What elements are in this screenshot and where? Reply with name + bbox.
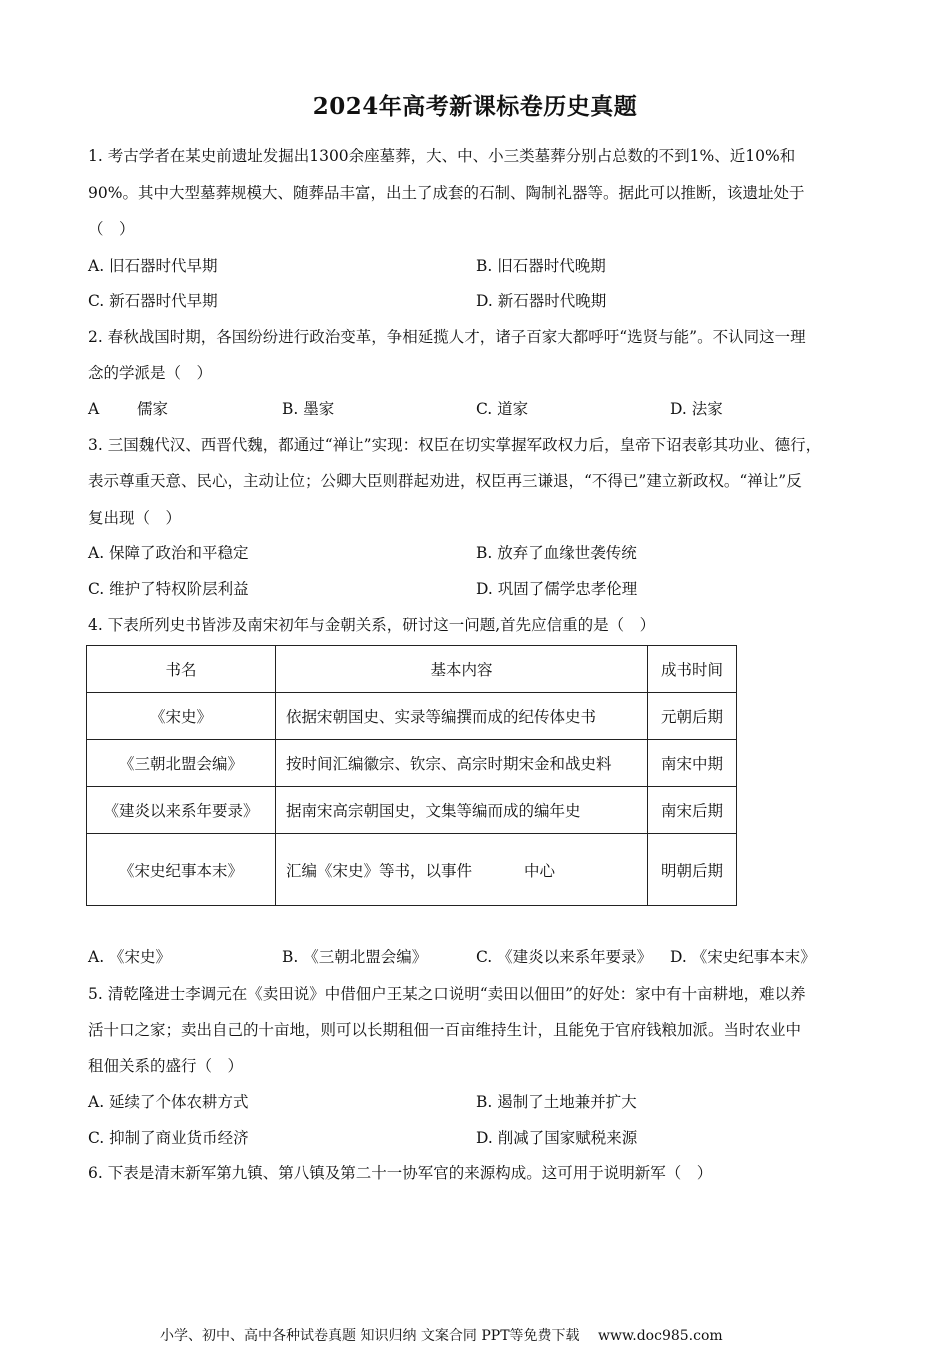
question-4-option-d: D. 《宋史纪事本末》	[670, 948, 816, 966]
page-footer: 小学、初中、高中各种试卷真题 知识归纳 文案合同 PPT等免费下载 www.doc985.com	[160, 1328, 723, 1344]
table-cell-book: 《建炎以来系年要录》	[87, 787, 276, 834]
question-5-text-line-2: 活十口之家；卖出自己的十亩地，则可以长期租佃一百亩维持生计，且能免于官府钱粮加派。当时农业中	[88, 1021, 802, 1039]
question-3-option-c: C. 维护了特权阶层利益	[88, 580, 249, 598]
table-cell-time: 元朝后期	[648, 693, 737, 740]
question-4-option-c: C. 《建炎以来系年要录》	[476, 948, 653, 966]
table-cell-content: 据南宋高宗朝国史，文集等编而成的编年史	[276, 787, 648, 834]
table-cell-time: 南宋后期	[648, 787, 737, 834]
history-books-table	[86, 645, 737, 906]
question-3-option-a: A. 保障了政治和平稳定	[88, 544, 249, 562]
question-3-option-b: B. 放弃了血缘世袭传统	[476, 544, 637, 562]
table-row	[87, 787, 737, 834]
question-2-text-line-2: 念的学派是（ ）	[88, 364, 213, 382]
table-cell-time: 明朝后期	[648, 834, 737, 906]
question-3-text-line-3: 复出现（ ）	[88, 509, 182, 527]
question-6-text-line-1: 6. 下表是清末新军第九镇、第八镇及第二十一协军官的来源构成。这可用于说明新军（ ）	[88, 1164, 713, 1182]
question-2-option-d: D. 法家	[670, 400, 723, 418]
question-1-option-a: A. 旧石器时代早期	[88, 257, 218, 275]
question-2-option-c: C. 道家	[476, 400, 529, 418]
table-header-cell: 基本内容	[276, 646, 648, 693]
question-3-text-line-1: 3. 三国魏代汉、西晋代魏，都通过“禅让”实现：权臣在切实掌握军政权力后，皇帝下诏表彰其功业、德行，	[88, 436, 822, 454]
table-header-cell: 成书时间	[648, 646, 737, 693]
table-cell-content: 依据宋朝国史、实录等编撰而成的纪传体史书	[276, 693, 648, 740]
question-3-text-line-2: 表示尊重天意、民心，主动让位；公卿大臣则群起劝进，权臣再三谦退，“不得已”建立新政权。“禅让”反	[88, 472, 802, 490]
table-header-cell: 书名	[87, 646, 276, 693]
question-5-text-line-1: 5. 清乾隆进士李调元在《卖田说》中借佃户王某之口说明“卖田以佃田”的好处：家中有十亩耕地，难以养	[88, 985, 806, 1003]
page-title: 2024年高考新课标卷历史真题	[312, 93, 638, 120]
question-5-option-b: B. 遏制了土地兼并扩大	[476, 1093, 637, 1111]
table-cell-book: 《宋史纪事本末》	[87, 834, 276, 906]
question-5-option-d: D. 削减了国家赋税来源	[476, 1129, 638, 1147]
question-2-option-a-letter: A	[88, 400, 100, 418]
question-2-text-line-1: 2. 春秋战国时期，各国纷纷进行政治变革，争相延揽人才，诸子百家大都呼吁“选贤与能”。不认同这一理	[88, 328, 806, 346]
table-cell-content-tail: 中心	[524, 861, 556, 880]
question-1-option-c: C. 新石器时代早期	[88, 292, 218, 310]
table-cell-book: 《三朝北盟会编》	[87, 740, 276, 787]
question-4-option-b: B. 《三朝北盟会编》	[282, 948, 428, 966]
question-5-text-line-3: 租佃关系的盛行（ ）	[88, 1057, 244, 1075]
question-1-text-line-2: 90%。其中大型墓葬规模大、随葬品丰富，出土了成套的石制、陶制礼器等。据此可以推断，该遗址处于	[88, 184, 805, 202]
question-1-text-line-1: 1. 考古学者在某史前遗址发掘出1300余座墓葬，大、中、小三类墓葬分别占总数的不到1%、近10%和	[88, 147, 796, 165]
table-row	[87, 834, 737, 906]
question-5-option-a: A. 延续了个体农耕方式	[88, 1093, 249, 1111]
question-2-option-b: B. 墨家	[282, 400, 335, 418]
table-header-row	[87, 646, 737, 693]
table-cell-content	[276, 834, 648, 906]
table-cell-book: 《宋史》	[87, 693, 276, 740]
table-cell-content-text: 汇编《宋史》等书，以事件	[286, 861, 473, 880]
question-4-text-line-1: 4. 下表所列史书皆涉及南宋初年与金朝关系，研讨这一问题,首先应信重的是（ ）	[88, 616, 656, 634]
table-cell-content: 按时间汇编徽宗、钦宗、高宗时期宋金和战史料	[276, 740, 648, 787]
table-cell-time: 南宋中期	[648, 740, 737, 787]
question-3-option-d: D. 巩固了儒学忠孝伦理	[476, 580, 638, 598]
table-row	[87, 693, 737, 740]
question-2-option-a: 儒家	[137, 400, 169, 418]
question-1-option-b: B. 旧石器时代晚期	[476, 257, 606, 275]
question-1-text-line-3: （ ）	[88, 220, 135, 238]
question-4-option-a: A. 《宋史》	[88, 948, 172, 966]
question-1-option-d: D. 新石器时代晚期	[476, 292, 607, 310]
question-5-option-c: C. 抑制了商业货币经济	[88, 1129, 249, 1147]
table-row	[87, 740, 737, 787]
